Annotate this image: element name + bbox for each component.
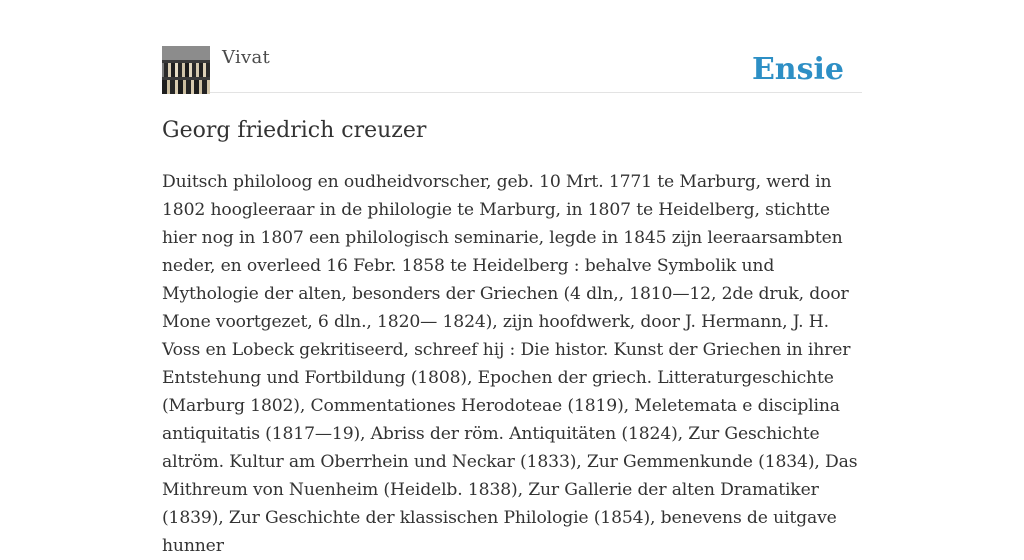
site-header <box>162 46 862 93</box>
article-title: Georg friedrich creuzer <box>162 118 427 143</box>
site-logo[interactable]: Ensie <box>751 52 844 87</box>
publisher-avatar[interactable] <box>162 46 210 94</box>
publisher-name[interactable]: Vivat <box>222 47 271 68</box>
bookshelf-avatar-icon <box>162 46 210 94</box>
article-body: Duitsch philoloog en oudheidvorscher, geb. 10 Mrt. 1771 te Marburg, werd in 1802 hoogleeraar in de philologie te Marburg, in 1807 te Heidelberg, stichtte hier nog in 1807 een philologisch seminarie, legde in 1845 zijn leeraarsambten neder, en overleed 16 Febr. 1858 te Heidelberg : behalve Symbolik und Mythologie der alten, besonders der Griechen (4 dln,, 1810—12, 2de druk, door Mone voortgezet, 6 dln., 1820— 1824), zijn hoofdwerk, door J. Hermann, J. H. Voss en Lobeck gekritiseerd, schreef hij : Die histor. Kunst der Griechen in ihrer Entstehung und Fortbildung (1808), Epochen der griech. Litteraturgeschichte (Marburg 1802), Commentationes Herodoteae (1819), Meletemata e disciplina antiquitatis (1817—19), Abriss der röm. Antiquitäten (1824), Zur Geschichte altröm. Kultur am Oberrhein und Neckar (1833), Zur Gemmenkunde (1834), Das Mithreum von Nuenheim (Heidelb. 1838), Zur Gallerie der alten Dramatiker (1839), Zur Geschichte der klassischen Philologie (1854), benevens de uitgave hunner <box>162 172 858 556</box>
